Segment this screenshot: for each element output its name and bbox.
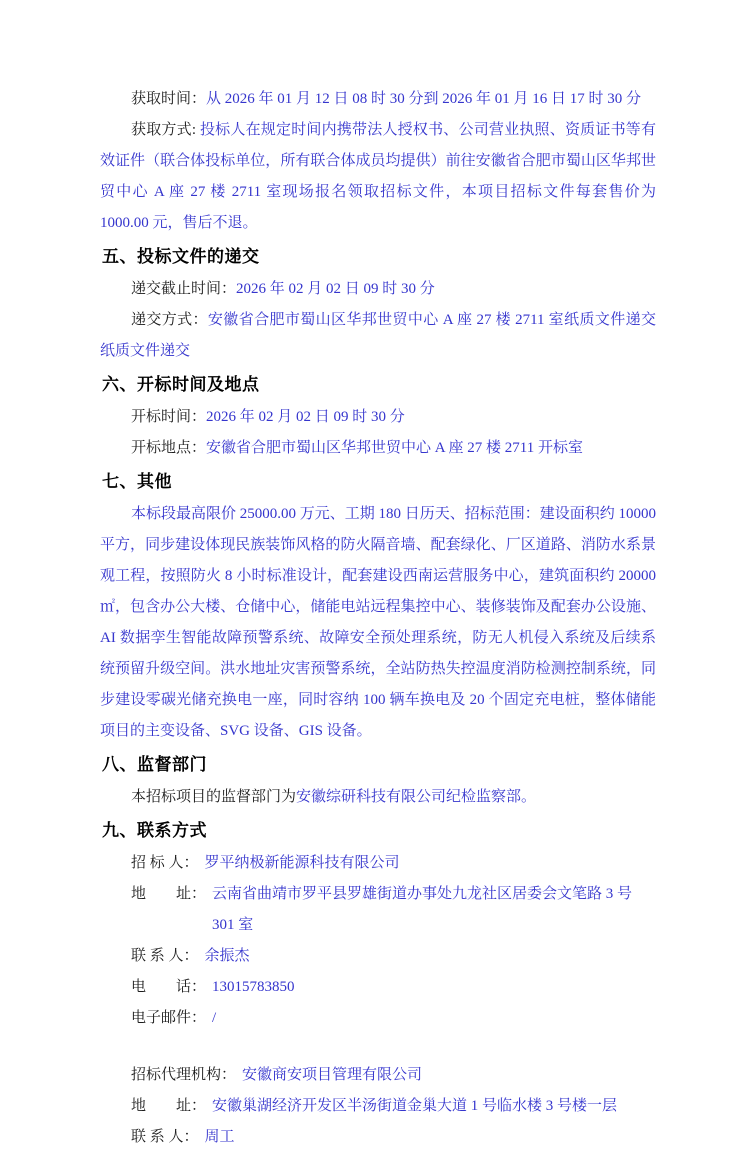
contact-person-label: 联 系 人： <box>131 948 199 964</box>
acquisition-method-paragraph <box>100 115 656 239</box>
submission-method-value: 安徽省合肥市蜀山区华邦世贸中心 A 座 27 楼 2711 室纸质文件递交纸质文件递交 <box>100 312 656 359</box>
section8-heading: 八、监督部门 <box>102 755 207 774</box>
agency-row-person <box>131 1122 656 1153</box>
bid-opening-time-label: 开标时间： <box>131 409 207 425</box>
agency-person-label: 联 系 人： <box>131 1129 199 1145</box>
agency-label: 招标代理机构： <box>131 1067 237 1083</box>
tenderer-value: 罗平纳极新能源科技有限公司 <box>204 855 400 871</box>
section6-heading: 六、开标时间及地点 <box>102 375 260 394</box>
email-value: / <box>212 1010 217 1026</box>
contact-row-tenderer <box>131 848 656 879</box>
section7-heading: 七、其他 <box>102 472 172 491</box>
contact-row-address <box>131 879 656 941</box>
supervision-paragraph <box>100 782 656 813</box>
bid-opening-place-paragraph <box>100 433 656 464</box>
submission-deadline-label: 递交截止时间： <box>131 281 237 297</box>
address-label: 地 址： <box>131 886 207 902</box>
agency-row-name <box>131 1060 656 1091</box>
contact-row-person <box>131 941 656 972</box>
agency-row-address <box>131 1091 656 1122</box>
agency-value: 安徽商安项目管理有限公司 <box>242 1067 423 1083</box>
phone-label: 电 话： <box>131 979 207 995</box>
tenderer-contact-block <box>100 848 656 1034</box>
section5-heading: 五、投标文件的递交 <box>102 247 260 266</box>
submission-deadline-paragraph <box>100 274 656 305</box>
address-value: 云南省曲靖市罗平县罗雄街道办事处九龙社区居委会文笔路 3 号 301 室 <box>212 886 633 933</box>
submission-deadline-value: 2026 年 02 月 02 日 09 时 30 分 <box>236 281 435 297</box>
agency-person-value: 周工 <box>204 1129 235 1145</box>
agency-address-value: 安徽巢湖经济开发区半汤街道金巢大道 1 号临水楼 3 号楼一层 <box>212 1098 618 1114</box>
acquisition-time-label: 获取时间： <box>131 91 207 107</box>
other-info-paragraph: 本标段最高限价 25000.00 万元、工期 180 日历天、招标范围：建设面积约 10000 平方，同步建设体现民族装饰风格的防火隔音墙、配套绿化、厂区道路、消防水系景观工程，按照防火 8 小时标准设计，配套建设西南运营服务中心，建筑面积约 20000㎡，包含办公大楼、仓储中心，储能电站远程集控中心、装修装饰及配套办公设施、AI 数据孪生智能故障预警系统、故障安全预处理系统，防无人机侵入系统及后续系统预留升级空间。洪水地址灾害预警系统，全站防热失控温度消防检测控制系统，同步建设零碳光储充换电一座，同时容纳 100 辆车换电及 20 个固定充电桩，整体储能项目的主变设备、SVG 设备、GIS 设备。 <box>100 506 657 739</box>
submission-method-label: 递交方式： <box>131 312 208 328</box>
phone-value: 13015783850 <box>212 979 295 995</box>
acquisition-time-paragraph <box>100 84 656 115</box>
acquisition-method-label: 获取方式: <box>131 122 196 138</box>
contact-person-value: 余振杰 <box>204 948 250 964</box>
bid-opening-place-value: 安徽省合肥市蜀山区华邦世贸中心 A 座 27 楼 2711 开标室 <box>206 440 583 456</box>
bid-opening-time-value: 2026 年 02 月 02 日 09 时 30 分 <box>206 409 405 425</box>
bid-opening-time-paragraph <box>100 402 656 433</box>
agency-contact-block <box>100 1060 656 1153</box>
supervision-department: 安徽综研科技有限公司纪检监察部。 <box>296 789 537 805</box>
email-label: 电子邮件： <box>131 1010 207 1026</box>
tenderer-label: 招 标 人： <box>131 855 199 871</box>
supervision-intro: 本招标项目的监督部门为 <box>131 789 297 805</box>
contact-row-phone <box>131 972 656 1003</box>
bid-opening-place-label: 开标地点： <box>131 440 207 456</box>
contact-row-email <box>131 1003 656 1034</box>
acquisition-method-value: 投标人在规定时间内携带法人授权书、公司营业执照、资质证书等有效证件（联合体投标单位，所有联合体成员均提供）前往安徽省合肥市蜀山区华邦世贸中心 A 座 27 楼 2711 室现场报名领取招标文件，本项目招标文件每套售价为 1000.00 元，售后不退。 <box>100 122 656 231</box>
submission-method-paragraph <box>100 305 656 367</box>
section9-heading: 九、联系方式 <box>102 821 207 840</box>
agency-address-label: 地 址： <box>131 1098 207 1114</box>
acquisition-time-value: 从 2026 年 01 月 12 日 08 时 30 分到 2026 年 01 月 16 日 17 时 30 分 <box>206 91 642 107</box>
